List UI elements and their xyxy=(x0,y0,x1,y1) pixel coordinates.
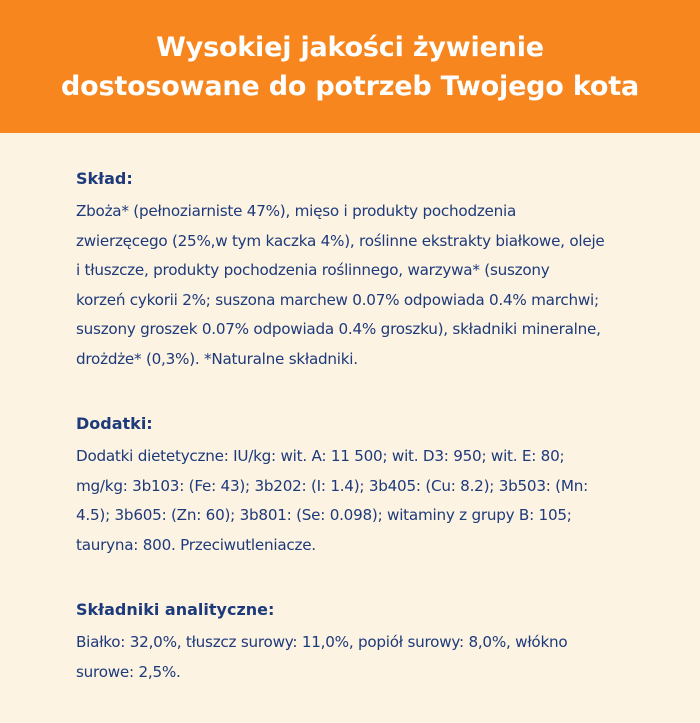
title-line-1: Wysokiej jakości żywienie xyxy=(156,31,544,63)
title-line-2: dostosowane do potrzeb Twojego kota xyxy=(61,70,639,102)
section-body-dodatki xyxy=(76,442,636,560)
section-sklad xyxy=(76,165,636,374)
section-body-skladniki-analityczne xyxy=(76,628,636,687)
section-heading-skladniki-analityczne: Składniki analityczne: xyxy=(76,600,275,619)
body-line: surowe: 2,5%. xyxy=(76,662,181,681)
section-heading-dodatki: Dodatki: xyxy=(76,414,153,433)
header-banner xyxy=(0,0,700,133)
body-line: i tłuszcze, produkty pochodzenia roślinnego, warzywa* (suszony xyxy=(76,261,550,279)
section-dodatki xyxy=(76,410,636,560)
content-area xyxy=(76,165,636,723)
body-line: Białko: 32,0%, tłuszcz surowy: 11,0%, popiół surowy: 8,0%, włókno xyxy=(76,633,568,651)
body-line: 4.5); 3b605: (Zn: 60); 3b801: (Se: 0.098); witaminy z grupy B: 105; xyxy=(76,506,572,524)
body-line: korzeń cykorii 2%; suszona marchew 0.07% odpowiada 0.4% marchwi; xyxy=(76,290,599,309)
page-title xyxy=(61,28,639,106)
body-line: suszony groszek 0.07% odpowiada 0.4% groszku), składniki mineralne, xyxy=(76,320,601,338)
section-body-sklad xyxy=(76,197,636,374)
body-line: mg/kg: 3b103: (Fe: 43); 3b202: (I: 1.4); 3b405: (Cu: 8.2); 3b503: (Mn: xyxy=(76,476,588,495)
body-line: Dodatki dietetyczne: IU/kg: wit. A: 11 500; wit. D3: 950; wit. E: 80; xyxy=(76,447,565,465)
section-heading-sklad: Skład: xyxy=(76,169,133,188)
body-line: tauryna: 800. Przeciwutleniacze. xyxy=(76,535,316,554)
section-skladniki-analityczne xyxy=(76,596,636,687)
body-line: drożdże* (0,3%). *Naturalne składniki. xyxy=(76,349,358,368)
body-line: zwierzęcego (25%,w tym kaczka 4%), roślinne ekstrakty białkowe, oleje xyxy=(76,231,605,250)
body-line: Zboża* (pełnoziarniste 47%), mięso i produkty pochodzenia xyxy=(76,202,517,220)
